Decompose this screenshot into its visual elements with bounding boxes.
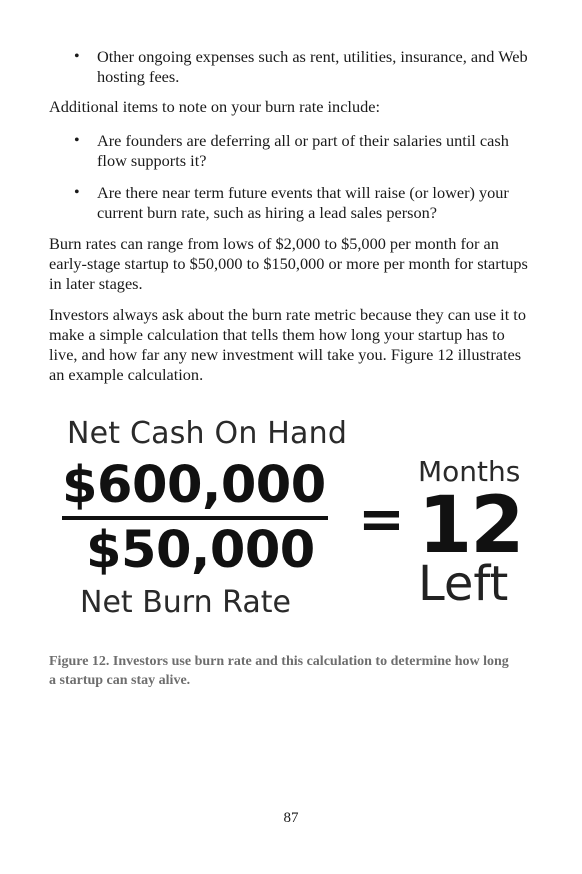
denominator-label: Net Burn Rate bbox=[80, 585, 291, 620]
numerator-value: $600,000 bbox=[62, 456, 326, 515]
numerator-label: Net Cash On Hand bbox=[67, 416, 348, 451]
paragraph-additional-items: Additional items to note on your burn rate include: bbox=[49, 97, 380, 116]
result-value: 12 bbox=[418, 481, 523, 571]
result-unit-label: Months bbox=[418, 455, 521, 488]
page-number: 87 bbox=[283, 810, 299, 826]
result-suffix-label: Left bbox=[418, 556, 509, 612]
bullet-item: • Other ongoing expenses such as rent, utilities, insurance, and Web hosting fees. bbox=[49, 47, 539, 87]
figure-caption: Figure 12. Investors use burn rate and this calculation to determine how long a startup can stay alive. bbox=[49, 654, 509, 688]
paragraph-investors: Investors always ask about the burn rate metric because they can use it to make a simple calculation that tells them how long your startup has to live, and how far any new investment will take you. Figure 12 illustrates an example calculation. bbox=[49, 305, 526, 384]
bullet-item: • Are founders are deferring all or part of their salaries until cash flow supports it? bbox=[49, 131, 539, 171]
denominator-value: $50,000 bbox=[86, 521, 315, 580]
paragraph-burn-rate-range: Burn rates can range from lows of $2,000 to $5,000 per month for an early-stage startup to $50,000 to $150,000 or more per month for startups in later stages. bbox=[49, 234, 528, 293]
equals-sign: = bbox=[358, 487, 405, 552]
bullet-item: • Are there near term future events that will raise (or lower) your current burn rate, such as hiring a lead sales person? bbox=[49, 183, 539, 223]
fraction-divider bbox=[62, 516, 328, 520]
